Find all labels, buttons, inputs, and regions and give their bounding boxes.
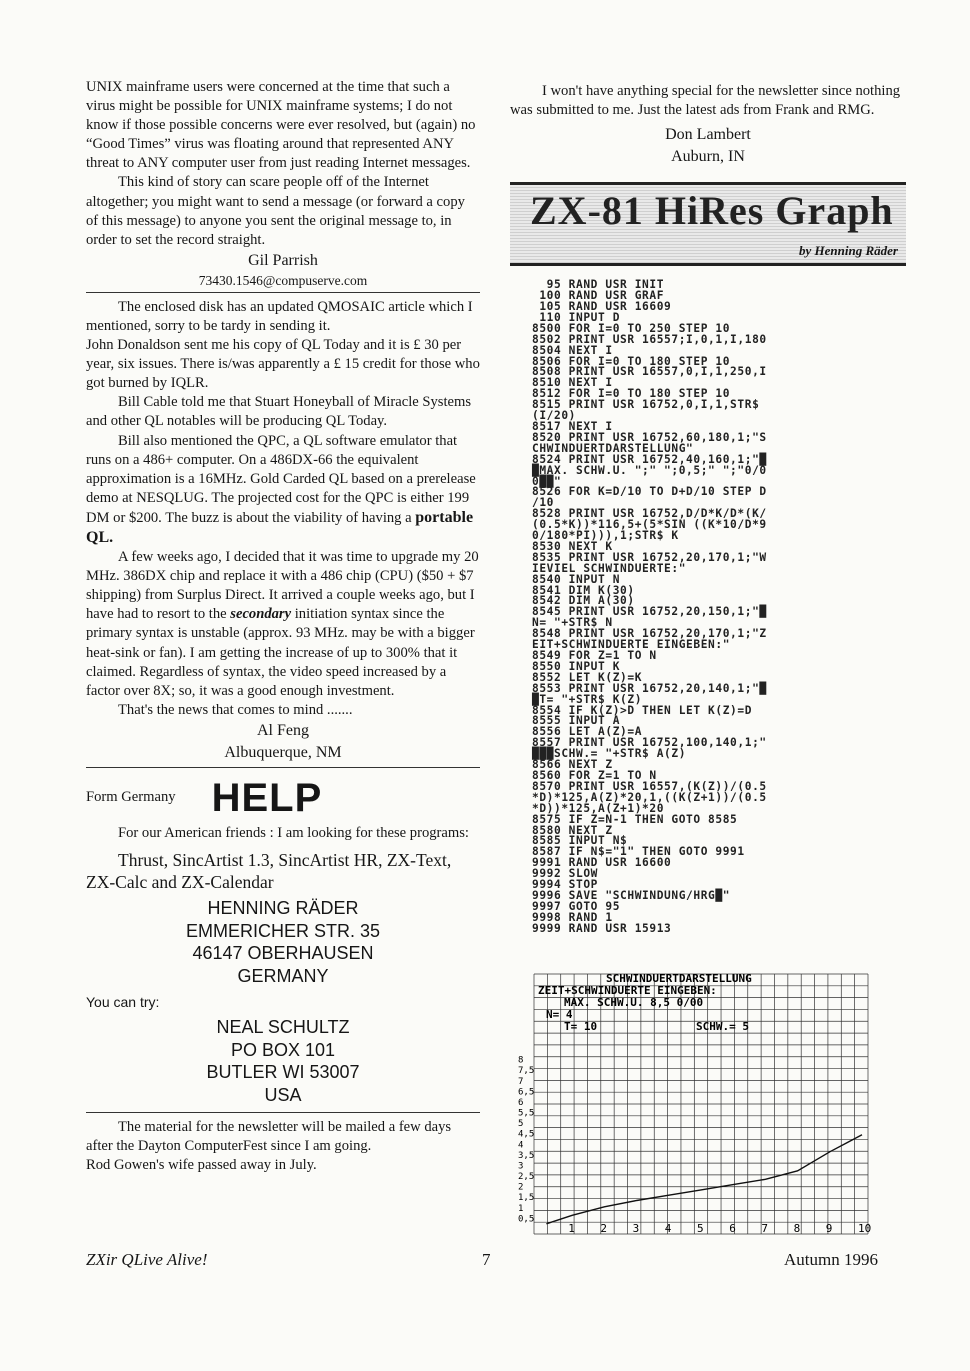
paragraph-text: Bill also mentioned the QPC, a QL software emulator that runs on a 486+ computer. On a 486DX-66 the equivalent approximation is a 16MHz. Gold Carded QL based on a prerelease demo at NESQLUG. The projected cost for the QPC is either 199 DM or $200. The buzz is about the viability of having a [86,432,476,526]
x-tick-label: 3 [632,1222,640,1235]
left-column [86,78,480,1175]
x-tick-label: 2 [600,1222,608,1235]
divider [86,767,480,768]
y-tick-label: 3 [518,1161,524,1172]
article-title: ZX-81 HiRes Graph [530,188,894,234]
article-byline: by Henning Räder [799,243,898,259]
paragraph: I won't have anything special for the newsletter since nothing was submitted to me. Just the latest ads from Frank and RMG. [510,83,901,119]
bold-text: portable QL. [86,508,474,546]
address-line: 46147 OBERHAUSEN [192,943,374,963]
y-tick-label: 1 [518,1203,524,1214]
paragraph-text: initiation syntax since the primary syntax is unstable (approx. 93 MHz. may be with a bigger heat-sink or fan). I am getting the increase of up to 300% that it claimed. Regardless of syntax, the video speed increased by a factor over 8X; so, it was a good enough investment. [86,606,475,699]
y-tick-label: 1,5 [518,1193,535,1204]
x-tick-label: 10 [858,1222,872,1235]
y-tick-label: 4,5 [518,1129,535,1140]
x-tick-label: 4 [664,1222,672,1235]
y-tick-label: 5,5 [518,1108,535,1119]
y-tick-label: 2,5 [518,1172,535,1183]
paragraph: John Donaldson sent me his copy of QL Today and it is £ 30 per year, six issues. There is/was apparently a £ 15 credit for those who got burned by IQLR. [86,337,480,392]
paragraph: Rod Gowen's wife passed away in July. [86,1157,317,1174]
from-label: Form Germany [86,789,176,806]
y-tick-label: 3,5 [518,1150,535,1161]
y-tick-label: 5 [518,1119,524,1130]
address-line: BUTLER WI 53007 [206,1062,360,1083]
help-heading: HELP [211,775,323,820]
signature-name: Al Feng [257,721,309,739]
y-tick-label: 0,5 [518,1214,535,1225]
paragraph: This kind of story can scare people off of the Internet altogether; you might want to send a message (or forward a copy of this message) to anyone you sent the original message to, in order to set the record straight. [86,174,465,248]
paragraph: Bill Cable told me that Stuart Honeyball of Miracle Systems and other QL notables will be producing QL Today. [86,394,472,430]
page-number: 7 [482,1250,491,1269]
help-header [86,775,480,820]
y-tick-label: 8 [518,1055,524,1066]
signature-name: Gil Parrish [248,251,318,269]
address-line: USA [264,1084,302,1105]
y-tick-label: 6,5 [518,1087,535,1098]
graph-line: T= 10 [564,1020,598,1033]
try-label: You can try: [86,994,160,1010]
x-tick-label: 1 [568,1222,575,1235]
footer-left: ZXir QLive Alive! [86,1250,208,1269]
address-line: NEAL SCHULTZ [216,1017,350,1038]
graph-line: ZEIT+SCHWINDUERTE EINGEBEN: [538,984,717,997]
y-tick-label: 7,5 [518,1066,535,1077]
y-tick-label: 6 [518,1097,524,1108]
address-line: GERMANY [237,965,329,986]
paragraph [86,548,480,701]
graph-svg [516,968,876,1240]
paragraph: The enclosed disk has an updated QMOSAIC article which I mentioned, sorry to be tardy in sending it. [86,298,473,334]
signature-place: Auburn, IN [671,148,745,166]
paragraph: That's the news that comes to mind ....... [118,701,353,718]
signature-name: Don Lambert [665,126,751,144]
y-tick-label: 7 [518,1076,524,1087]
divider [86,1112,480,1113]
signature-place: Albuquerque, NM [224,743,342,761]
paragraph: UNIX mainframe users were concerned at the time that such a virus might be possible for UNIX mainframe systems; I do not know if those possible concerns were ever resolved, but (again) no “Good Times” virus was floating around that represented ANY threat to ANY computer user from just reading Internet messages. [86,79,476,172]
graph-line: MAX. SCHW.U. 8,5 0/00 [564,996,704,1009]
signature-email: 73430.1546@compuserve.com [198,272,368,288]
article-banner [510,182,906,266]
x-tick-label: 5 [697,1222,704,1235]
paragraph [86,432,480,549]
italic-text: secondary [230,606,292,623]
graph-line: N= 4 [546,1008,573,1021]
address-block [86,1016,480,1106]
graph-title: SCHWINDUERTDARSTELLUNG [606,972,752,985]
paragraph: For our American friends : I am looking for these programs: [118,824,469,841]
basic-listing: 95 RAND USR INIT 100 RAND USR GRAF 105 RAND USR 16609 110 INPUT D 8500 FOR I=0 TO 250 STEP 10 8502 PRINT USR 16557;I,0,1,I,180 8504 NEXT I 8506 FOR I=0 TO 180 STEP 10 8508 PRINT USR 16557,0,I,1,250,I 8510 NEXT I 8512 FOR I=0 TO 180 STEP 10 8515 PRINT USR 16752,0,I,1,STR$ (I/20) 8517 NEXT I 8520 PRINT USR 16752,60,180,1;"S CHWINDUERTDARSTELLUNG" 8524 PRINT USR 16752,40,160,1;"█ █MAX. SCHW.U. ";" ";0,5;" ";"0/0 0██" 8526 FOR K=D/10 TO D+D/10 STEP D /10 8528 PRINT USR 16752,D/D*K/D*(K/ (0.5*K))*116,5+(5*SIN ((K*10/D*9 0/180*PI))),1;STR$ K 8530 NEXT K 8535 PRINT USR 16752,20,170,1;"W IEVIEL SCHWINDUERTE:" 8540 INPUT N 8541 DIM K(30) 8542 DIM A(30) 8545 PRINT USR 16752,20,150,1;"█ N= "+STR$ N 8548 PRINT USR 16752,20,170,1;"Z EIT+SCHWINDUERTE EINGEBEN:" 8549 FOR Z=1 TO N 8550 INPUT K 8552 LET K(Z)=K 8553 PRINT USR 16752,20,140,1;"█ █T= "+STR$ K(Z) 8554 IF K(Z)>D THEN LET K(Z)=D 8555 INPUT A 8556 LET A(Z)=A 8557 PRINT USR 16752,100,140,1;" ███SCHW.= "+STR$ A(Z) 8566 NEXT Z 8560 FOR Z=1 TO N 8570 PRINT USR 16557,(K(Z))/(0.5 *D)*125,A(Z)*20,1,((K(Z+1))/(0.5 *D))*125,A(Z+1)*20 8575 IF Z=N-1 THEN GOTO 8585 8580 NEXT Z 8585 INPUT N$ 8587 IF N$="1" THEN GOTO 9991 9991 RAND USR 16600 9992 SLOW 9994 STOP 9996 SAVE "SCHWINDUNG/HRG█" 9997 GOTO 95 9998 RAND 1 9999 RAND USR 15913 [532,278,767,935]
y-tick-label: 4 [518,1140,524,1151]
divider [86,292,480,293]
paragraph: The material for the newsletter will be mailed a few days after the Dayton ComputerFest since I am going. [86,1119,452,1155]
x-tick-label: 7 [761,1222,769,1235]
x-tick-label: 6 [729,1222,736,1235]
x-tick-label: 9 [825,1222,833,1235]
address-block [86,897,480,987]
address-line: HENNING RÄDER [207,898,359,918]
paragraph-text: A few weeks ago, I decided that it was time to upgrade my 20 MHz. 386DX chip and replace it with a 486 chip (CPU) ($50 + $7 shipping) from Surplus Direct. It arrived a couple weeks ago, but I have had to resort to the [86,549,479,623]
x-tick-label: 8 [793,1222,801,1235]
address-line: EMMERICHER STR. 35 [185,920,381,941]
program-list: Thrust, SincArtist 1.3, SincArtist HR, ZX-Text, ZX-Calc and ZX-Calendar [86,850,452,892]
address-line: PO BOX 101 [230,1039,336,1060]
right-column [510,82,906,935]
footer-right: Autumn 1996 [784,1250,878,1269]
hires-graph [516,968,876,1240]
graph-line: SCHW.= 5 [696,1020,749,1033]
y-tick-label: 2 [518,1182,524,1193]
